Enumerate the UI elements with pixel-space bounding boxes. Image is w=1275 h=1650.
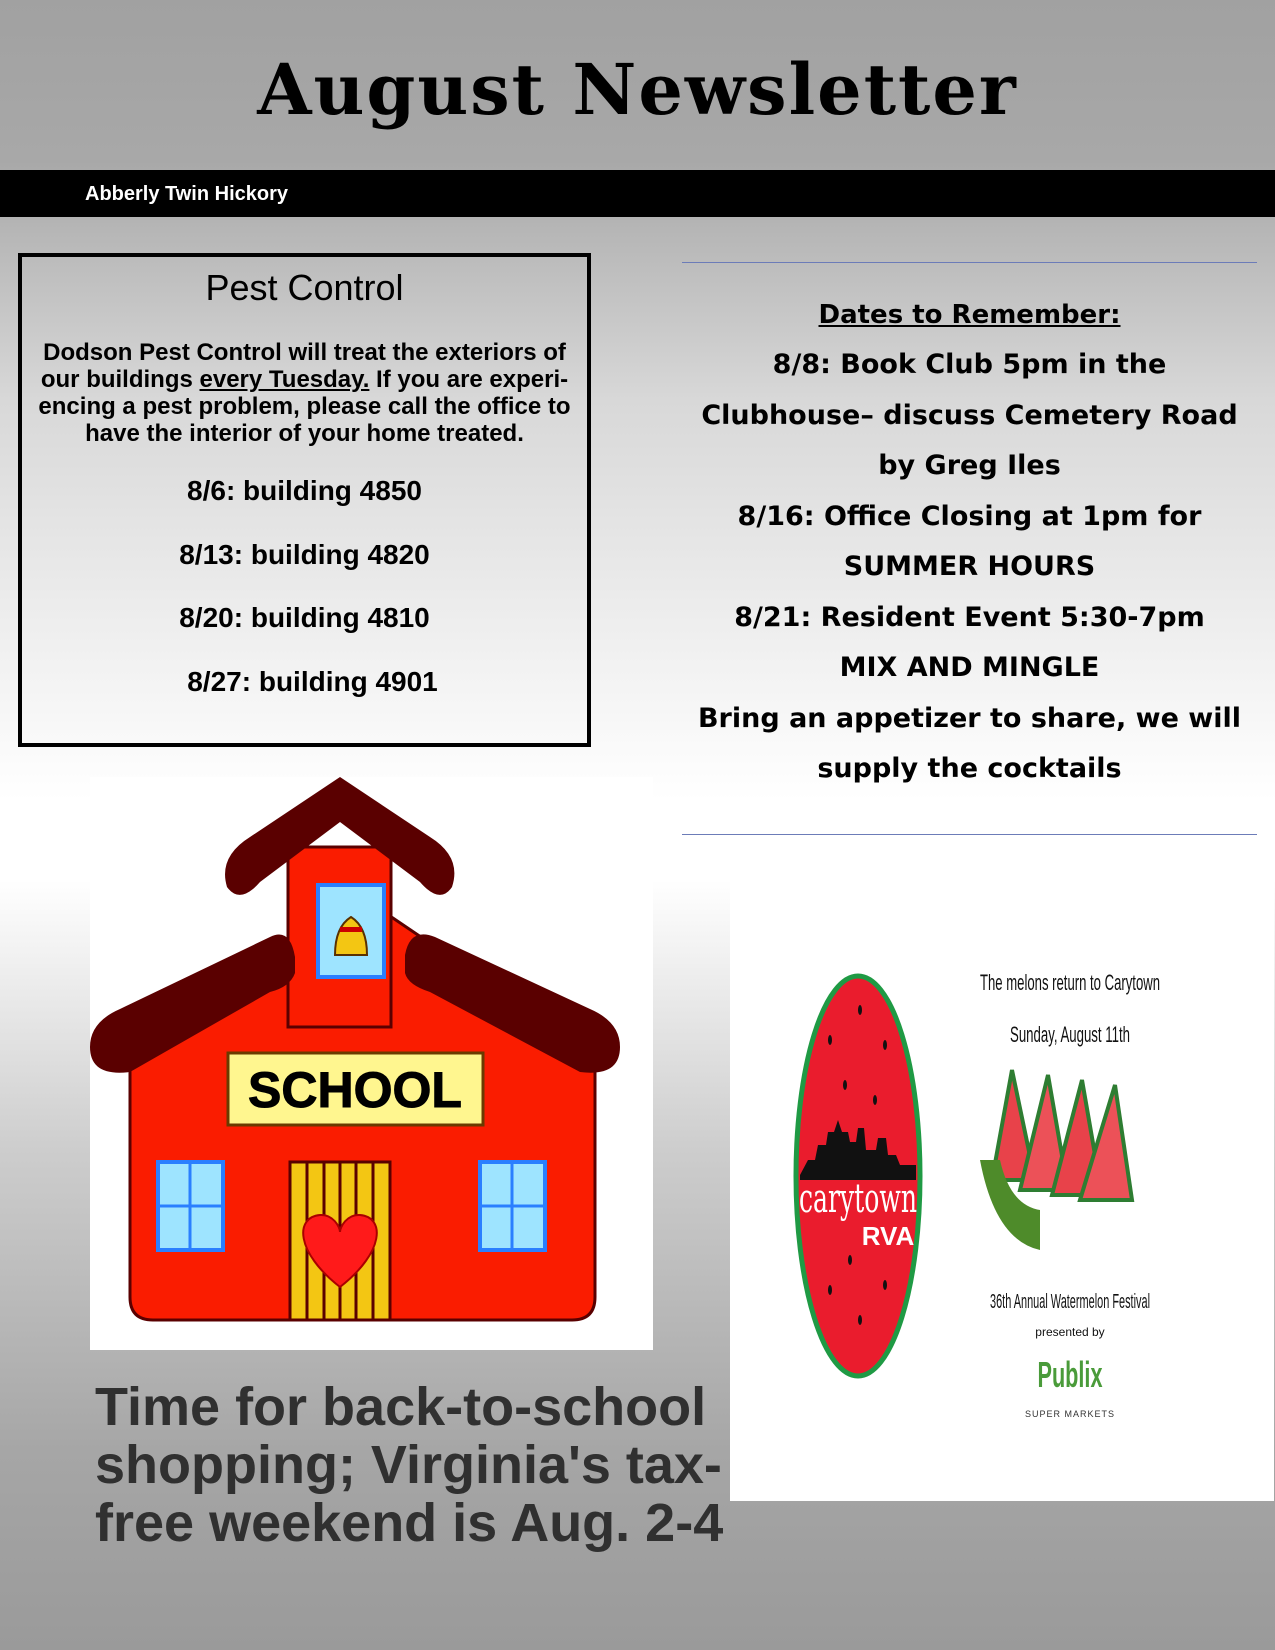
- publix-logo: Publix: [1037, 1354, 1103, 1395]
- schoolhouse-image: [90, 777, 653, 1350]
- community-name: Abberly Twin Hickory: [85, 183, 289, 205]
- festival-title: 36th Annual Watermelon Festival: [990, 1291, 1150, 1313]
- pest-control-body: [32, 339, 577, 447]
- dates-title: Dates to Remember:: [818, 300, 1121, 330]
- rva-logo-text: RVA: [861, 1221, 915, 1251]
- date-line: 8/16: Office Closing at 1pm for: [737, 500, 1202, 532]
- newsletter-title: August Newsletter: [257, 48, 1018, 131]
- date-line: MIX AND MINGLE: [839, 652, 1100, 683]
- date-line: 8/8: Book Club 5pm in the: [772, 349, 1167, 380]
- date-line: Bring an appetizer to share, we will: [697, 702, 1242, 734]
- school-sign-text: SCHOOL: [248, 1062, 462, 1118]
- watermelon-flyer-art: [730, 860, 1274, 1501]
- watermelon-festival-flyer: [730, 860, 1274, 1501]
- pest-control-box: [18, 253, 591, 747]
- date-line: supply the cocktails: [817, 753, 1122, 784]
- flyer-headline: The melons return to Carytown: [980, 970, 1160, 995]
- pest-schedule-item: 8/20: building 4810: [179, 602, 430, 633]
- pest-body-text-2: If you are experi-encing a pest problem, please call the office to have the interior of your home treated.: [38, 366, 571, 447]
- date-line: 8/21: Resident Event 5:30-7pm: [734, 601, 1205, 633]
- carytown-logo-text: carytown: [799, 1176, 917, 1222]
- pest-body-text-1: Dodson Pest Control will treat the exteriors of our buildings: [40, 339, 566, 393]
- pest-body-underlined: every Tuesday.: [199, 366, 370, 393]
- dates-to-remember: [682, 300, 1257, 795]
- back-to-school-headline: Time for back-to-school shopping; Virginia's tax-free weekend is Aug. 2-4: [95, 1377, 724, 1553]
- date-line: SUMMER HOURS: [843, 551, 1096, 582]
- header-bar: [0, 170, 1275, 217]
- date-line: by Greg Iles: [878, 450, 1061, 481]
- date-line: Clubhouse– discuss Cemetery Road: [701, 399, 1238, 431]
- pest-schedule-item: 8/6: building 4850: [187, 475, 422, 506]
- pest-control-title: Pest Control: [205, 267, 404, 308]
- publix-sub: SUPER MARKETS: [1024, 1409, 1116, 1419]
- flyer-date: Sunday, August 11th: [1010, 1022, 1130, 1047]
- schoolhouse-icon: [90, 777, 653, 1350]
- divider-top: [682, 262, 1257, 263]
- divider-bottom: [682, 834, 1257, 835]
- watermelon-slices-icon: [980, 1070, 1132, 1250]
- presented-by: presented by: [1035, 1325, 1105, 1339]
- pest-schedule-item: 8/27: building 4901: [187, 666, 438, 697]
- pest-schedule-item: 8/13: building 4820: [179, 539, 430, 570]
